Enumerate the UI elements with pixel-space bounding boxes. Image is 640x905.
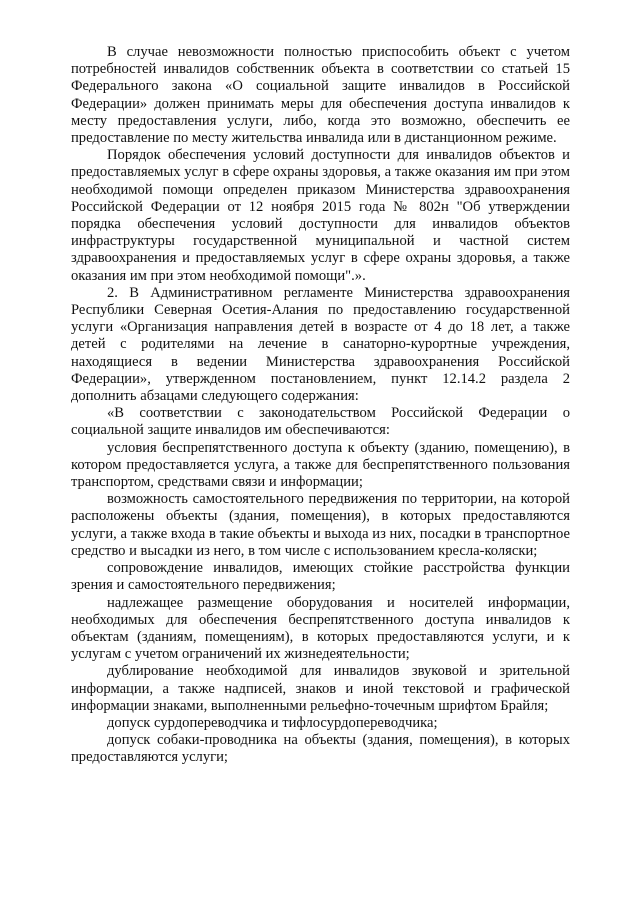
paragraph-7: сопровождение инвалидов, имеющих стойкие расстройства функции зрения и самостоятельного передвижения;	[71, 560, 570, 594]
paragraph-6: возможность самостоятельного передвижения по территории, на которой расположены объекты (здания, помещения), в которых предоставляются услуги, а также входа в такие объекты и выхода из них, посадки в транспортное средство и высадки из него, в том числе с использованием кресла-коляски;	[71, 491, 570, 559]
paragraph-9: дублирование необходимой для инвалидов звуковой и зрительной информации, а также надписей, знаков и иной текстовой и графической информации знаками, выполненными рельефно-точечным шрифтом Брайля;	[71, 663, 570, 714]
paragraph-8: надлежащее размещение оборудования и носителей информации, необходимых для обеспечения беспрепятственного доступа инвалидов к объектам (зданиям, помещениям), в которых предоставляются услуги, и к услугам с учетом ограничений их жизнедеятельности;	[71, 594, 570, 663]
paragraph-3: 2. В Административном регламенте Министерства здравоохранения Республики Северная Осетия-Алания по предоставлению государственной услуги «Организация направления детей в возрасте от 4 до 18 лет, а также детей с родителями на лечение в санаторно-курортные учреждения, находящиеся в ведении Министерства здравоохранения Российской Федерации», утвержденном постановлением, пункт 12.14.2 раздела 2 дополнить абзацами следующего содержания:	[71, 284, 570, 405]
paragraph-2: Порядок обеспечения условий доступности для инвалидов объектов и предоставляемых услуг в сфере охраны здоровья, а также оказания им при этом необходимой помощи определен приказом Министерства здравоохранения Российской Федерации от 12 ноября 2015 года № 802н "Об утверждении порядка обеспечения условий доступности для инвалидов объектов инфраструктуры государственной муниципальной и частной систем здравоохранения и предоставляемых услуг в сфере охраны здоровья, а также оказания им при этом необходимой помощи".».	[71, 147, 570, 284]
paragraph-5: условия беспрепятственного доступа к объекту (зданию, помещению), в котором предоставляется услуга, а также для беспрепятственного пользования транспортом, средствами связи и информации;	[71, 439, 570, 491]
paragraph-1: В случае невозможности полностью приспособить объект с учетом потребностей инвалидов собственник объекта в соответствии со статьей 15 Федерального закона «О социальной защите инвалидов в Российской Федерации» должен принимать меры для обеспечения доступа инвалидов к месту предоставления услуги, либо, когда это возможно, обеспечить ее предоставление по месту жительства инвалида или в дистанционном режиме.	[71, 44, 570, 147]
paragraph-11: допуск собаки-проводника на объекты (здания, помещения), в которых предоставляются услуги;	[71, 732, 570, 766]
paragraph-10: допуск сурдопереводчика и тифлосурдопереводчика;	[107, 714, 438, 731]
paragraph-4: «В соответствии с законодательством Российской Федерации о социальной защите инвалидов им обеспечиваются:	[71, 405, 570, 439]
